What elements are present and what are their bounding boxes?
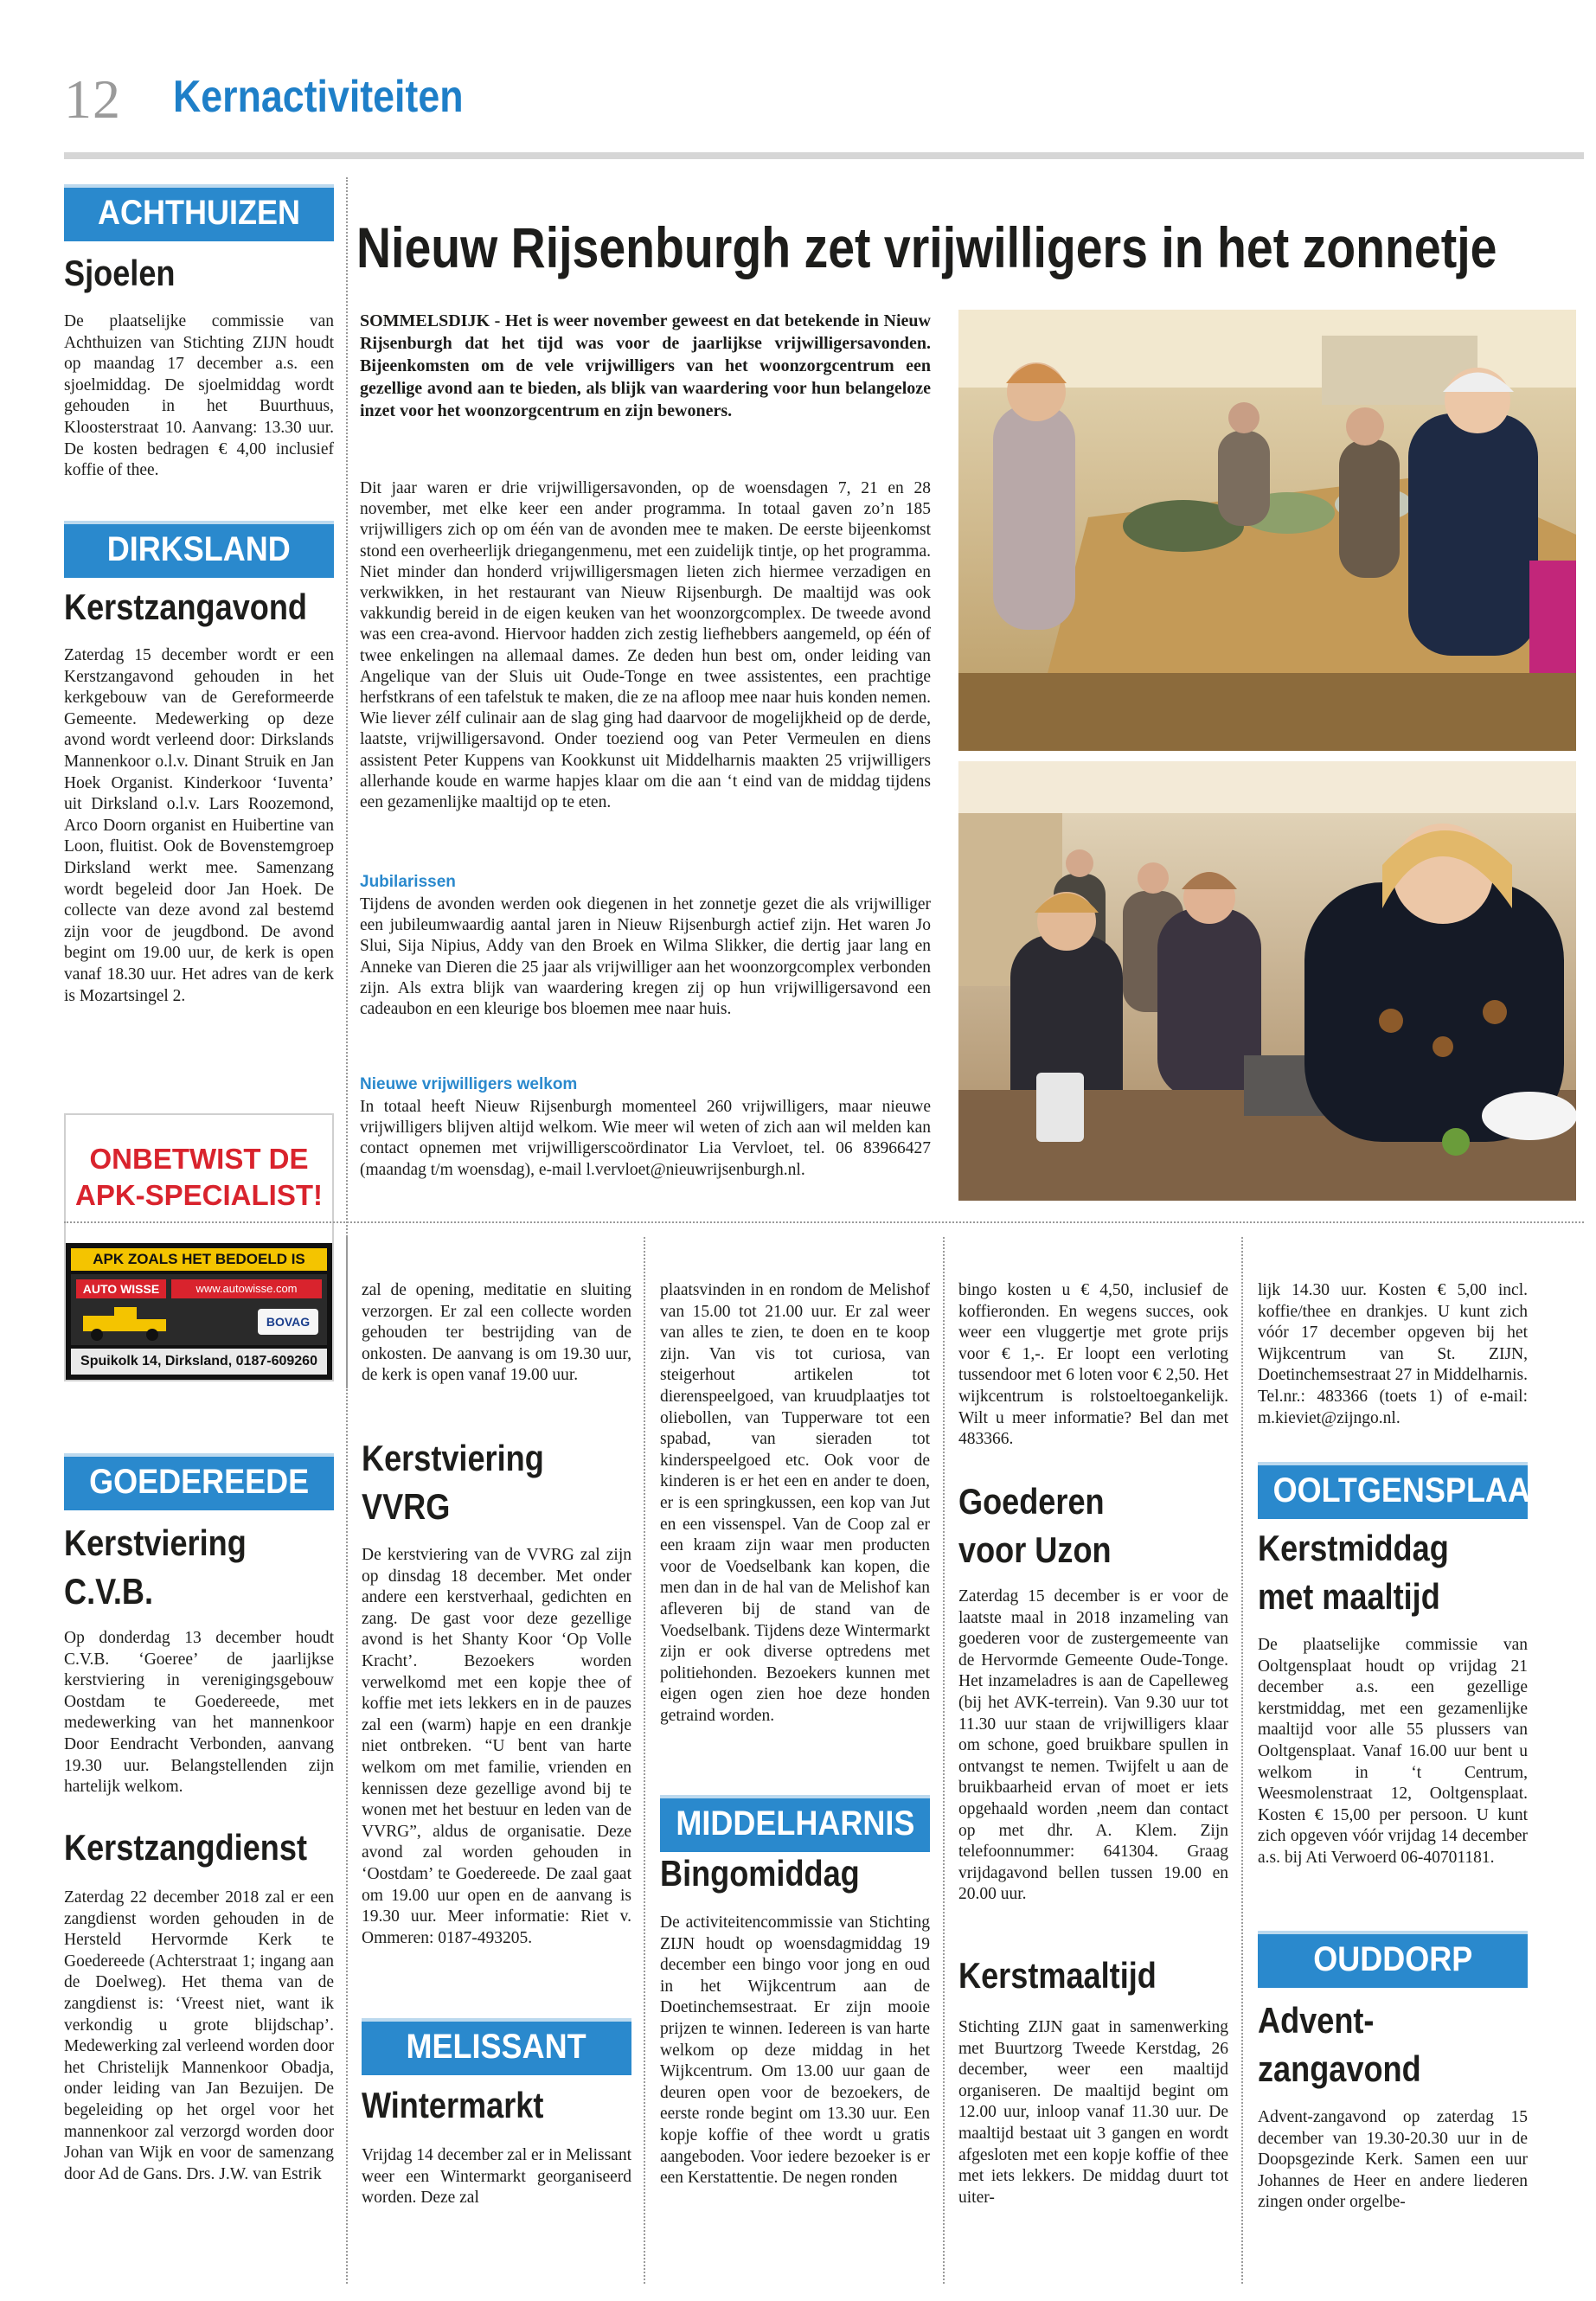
region-bar-ooltgensplaat: OOLTGENSPLAAT — [1258, 1462, 1528, 1519]
goedereede-title-1: Kerstviering C.V.B. — [64, 1522, 247, 1612]
feature-body-1: Dit jaar waren er drie vrijwilligersavonden, op de woensdagen 7, 21 en 28 november, met elke keer een ander programma. In totaal gaven zo’n 185 vrijwilligers zich op om één van de avonden mee te maken. De eerste bijeenkomst stond een overheerlijk driegangenmenu, met een zuidelijk tintje, op het programma. Niet minder dan honderd vrijwilligersmagen lieten zich hiermee verzadigen en verkwikken, in het restaurant van Nieuw Rijsenburgh. De maaltijd was ook vakkundig bereid in de eigen keuken van het woonzorgcomplex. De tweede avond was een crea-avond. Hiervoor hadden zich zestig liefhebbers aangemeld, op één of twee enkelingen na allemaal dames. Ze deden hun best om, onder leiding van Angelique van der Sluis uit Oude-Tonge en twee assistentes, een prachtige herfstkrans of een tafelstuk te maken, die ze na afloop mee naar huis konden nemen. Wie liever zélf culinair aan de slag ging had daarvoor de mogelijkheid op de derde, laatste, vrijwilligersavond. Onder toeziend oog van Peter Vermeulen en diens assistent Peter Kuppens van Kookkunst uit Middelharnis maakten 25 vrijwilligers allerhande koude en warme hapjes klaar om die aan ‘t eind van de middag tijdens een gezamenlijke maaltijd op te eten. — [360, 479, 931, 812]
melissant-body-continued: plaatsvinden in en rondom de Melishof van 15.00 tot 21.00 uur. Er zal weer van alles te zien, te doen en te koop zijn. Van vis tot curiosa, van steigerhout artikelen tot dierenspeelgoed, van kruudplaatjes tot oliebollen, van Tupperware tot een spabad, van sieraden tot kinderspeelgoed etc. Ook voor de kinderen is er het een en ander te doen, er is een springkussen, een kop van Jut en een vissenspel. Van de Coop zal er een kraam zijn waar men producten voor de Voedselbank kan kopen, die men dan in de hal van de Melishof kan afleveren bij de stand van de Voedselbank. Tijdens deze Wintermarkt zijn er ook diverse optredens met politiehonden. Bezoekers kunnen met eigen ogen zien hoe deze honden getraind worden. — [660, 1281, 930, 1725]
achthuizen-body: De plaatselijke commissie van Achthuizen van Stichting ZIJN houdt op maandag 17 december a.s. een sjoelmiddag. De sjoelmiddag wordt gehouden in het Buurthuus, Kloosterstraat 10. Aanvang: 13.30 uur. De kosten bedragen € 4,00 inclusief koffie of thee. — [64, 312, 334, 480]
region-bar-melissant: MELISSANT — [362, 2018, 631, 2075]
ad-url: www.autowisse.com — [171, 1279, 322, 1298]
column-rule — [943, 1237, 945, 2284]
region-bar-goedereede: GOEDEREEDE — [64, 1453, 334, 1510]
uzon-body: Zaterdag 15 december is er voor de laatste maal in 2018 inzameling van goederen voor de zustergemeente van de Hervormde Gemeente Oude-Tonge. Het inzameladres is aan de Capelleweg (bij het AVK-terrein). Van 9.30 uur tot 11.30 uur staan de vrijwilligers klaar om schone, goed bruikbare spullen in ontvangst te nemen. Twijfelt u aan de bruikbaarheid ervan of moet er iets opgehaald worden ,neem dan contact op met dhr. A. Klem. Zijn telefoonnummer: 641304. Graag vrijdagavond bellen tussen 19.00 en 20.00 uur. — [958, 1587, 1228, 1904]
feature-body-2: Tijdens de avonden werden ook diegenen in het zonnetje gezet die als vrijwilliger een jubileumwaardig aantal jaren in Nieuw Rijsenburgh actief zijn. Het waren Jo Slui, Sija Nipius, Addy van den Broek en Wilma Slikker, die dertig jaar lang en Anneke van Dieren die 25 jaar als vrijwilliger aan het woonzorgcomplex verbonden zijn. Als extra blijk van waardering kregen zij op hun vrijwilligersavond een cadeaubon en een kleurige bos bloemen mee naar huis. — [360, 895, 931, 1019]
photo-crea-avond — [958, 310, 1576, 751]
uzon-title: Goederen voor Uzon — [958, 1481, 1112, 1570]
region-bar-middelharnis: MIDDELHARNIS — [660, 1795, 930, 1852]
section-title: Kernactiviteiten — [173, 72, 464, 122]
feature-title: Nieuw Rijsenburgh zet vrijwilligers in het zonnetje — [356, 215, 1497, 279]
region-bar-achthuizen: ACHTHUIZEN — [64, 184, 334, 241]
ad-headline-2: APK-SPECIALIST! — [74, 1179, 323, 1211]
bingomiddag-body: De activiteitencommissie van Stichting ZIJN houdt op woensdagmiddag 19 december een bingo voor jong en oud in het Wijkcentrum aan de Doetinchemsestraat. Er zijn mooie prijzen te winnen. Iedereen is van harte welkom op deze middag in het Wijkcentrum. Om 13.00 uur gaan de deuren open voor de bezoekers, de eerste ronde begint om 13.30 uur. Een kopje koffie of thee wordt u gratis aangeboden. Voor iedere bezoeker is er een Kerstattentie. De negen ronden — [660, 1913, 930, 2188]
kerstmaaltijd-title: Kerstmaaltijd — [958, 1955, 1157, 1996]
achthuizen-title: Sjoelen — [64, 253, 176, 293]
region-bar-ouddorp: OUDDORP — [1258, 1931, 1528, 1988]
goedereede-title-2: Kerstzangdienst — [64, 1827, 307, 1868]
bingomiddag-body-continued: bingo kosten u € 4,50, inclusief de koffieronden. En wegens succes, ook weer een vluggertje met grote prijs voor € 1,-. Er loopt een verloting tussendoor met 6 loten voor € 2,50. Het wijkcentrum is rolstoeltoegankelijk. Wilt u meer informatie? Bel dan met 483366. — [958, 1281, 1228, 1449]
feature-subhead-jubilarissen: Jubilarissen — [360, 873, 456, 891]
photo-kookavond — [958, 761, 1576, 1201]
column-rule — [346, 177, 348, 1388]
goedereede-body-2: Zaterdag 22 december 2018 zal er een zangdienst worden gehouden in de Hersteld Hervormde Kerk te Goedereede (Achterstraat 1; ingang aan de Doelweg). Het thema van de zangdienst is: ‘Vreest niet, want ik verkondig u grote blijdschap’. Medewerking zal verleend worden door het Christelijk Mannenkoor Obadja, onder leiding van Jan Bezuijen. De begeleiding op het orgel voor het mannenkoor zal verzorgd worden door Johan van Wijk en voor de samenzang door Ad de Gans. Drs. J.W. van Estrik — [64, 1888, 334, 2183]
ad-photo-band — [66, 1243, 332, 1380]
ouddorp-title: Advent- zangavond — [1258, 2000, 1421, 2089]
ad-banner: APK ZOALS HET BEDOELD IS — [71, 1248, 327, 1271]
vvrg-body: De kerstviering van de VVRG zal zijn op dinsdag 18 december. Met onder andere een kerstverhaal, gedichten en zang. De gast voor deze gezellige avond is het Shanty Koor ‘Op Volle Kracht’. Bezoekers worden verwelkomd met een kopje thee of koffie met iets lekkers en in de pauzes zal een (warm) hapje en een drankje niet ontbreken. “U bent van harte welkom om met familie, vrienden en kennissen deze gezellige avond bij te wonen met het bestuur en leden van de VVRG”, aldus de organisatie. Deze avond zal worden gehouden in ‘Oostdam’ te Goedereede. De zaal gaat om 19.00 uur open en de aanvang is 19.30 uur. Meer informatie: Riet v. Ommeren: 0187-493205. — [362, 1546, 631, 1947]
ooltgensplaat-body: De plaatselijke commissie van Ooltgensplaat houdt op vrijdag 21 december a.s. een gezellige kerstmiddag, met een gezamenlijke maaltijd voor alle 55 plussers van Ooltgensplaat. Vanaf 16.00 uur bent u welkom in ‘t Centrum, Weesmolenstraat 12, Ooltgensplaat. Kosten € 15,00 per persoon. U kunt zich opgeven vóór vrijdag 14 december a.s. bij Ati Verwoerd 06-40701181. — [1258, 1636, 1528, 1867]
ooltgensplaat-title: Kerstmiddag met maaltijd — [1258, 1528, 1449, 1617]
dirksland-body: Zaterdag 15 december wordt er een Kerstzangavond gehouden in het kerkgebouw van de Gereformeerde Gemeente. Medewerking op deze avond wordt verleend door: Dirkslands Mannenkoor o.l.v. Dinant Struik en Jan Hoek Organist. Kinderkoor ‘Iuventa’ uit Dirksland o.l.v. Lars Roozemond, Arco Doorn organist en Huibertine van Loon, fluitist. Ook de Bovenstemgroep Dirksland werkt mee. Samenzang wordt begeleid door Jan Hoek. De collecte van deze avond zal bestemd zijn voor de jeugdbond. De avond begint om 19.00 uur, de kerk is open vanaf 18.30 uur. Het adres van de kerk is Mozartsingel 2. — [64, 646, 334, 1005]
ad-image — [71, 1274, 327, 1345]
vvrg-title: Kerstviering VVRG — [362, 1438, 544, 1527]
column-rule — [644, 1237, 645, 2284]
kerstmaaltijd-body: Stichting ZIJN gaat in samenwerking met Buurtzorg Tweede Kerstdag, 26 december, weer een maaltijd organiseren. De maaltijd begint om 12.00 uur, inloop vanaf 11.30 uur. De maaltijd bestaat uit 3 gangen en wordt afgesloten met een kopje koffie of thee met iets lekkers. De middag duurt tot uiter- — [958, 2018, 1228, 2207]
melissant-body: Vrijdag 14 december zal er in Melissant weer een Wintermarkt georganiseerd worden. Deze zal — [362, 2146, 631, 2208]
ouddorp-body: Advent-zangavond op zaterdag 15 december van 19.30-20.30 uur in de Doopsgezinde Kerk. Samen een uur Johannes de Heer en andere liederen zingen onder orgelbe- — [1258, 2108, 1528, 2212]
feature-subhead-nieuwe: Nieuwe vrijwilligers welkom — [360, 1075, 578, 1093]
melissant-title: Wintermarkt — [362, 2085, 544, 2125]
feature-lead: SOMMELSDIJK - Het is weer november geweest en dat betekende in Nieuw Rijsenburgh dat het tijd was voor de jaarlijkse vrijwilligersavonden. Bijeenkomsten om de vele vrijwilligers van het woonzorgcentrum een gezellige avond aan te bieden, als blijk van waardering voor hun belangeloze inzet voor het woonzorgcentrum en zijn bewoners. — [360, 311, 931, 420]
ad-headline-1: ONBETWIST DE — [89, 1143, 309, 1175]
feature-body-3: In totaal heeft Nieuw Rijsenburgh momenteel 260 vrijwilligers, maar nieuwe vrijwilligers blijven altijd welkom. Wie meer wil weten of zich aan wil melden kan contact opnemen met vrijwilligerscoördinator Lia Vervloet, tel. 06 83966427 (maandag t/m woensdag), e-mail l.vervloet@nieuwrijsenburgh.nl. — [360, 1098, 931, 1179]
bingomiddag-title: Bingomiddag — [660, 1853, 860, 1894]
ad-brand: AUTO WISSE — [76, 1279, 166, 1298]
kerstmaaltijd-body-continued: lijk 14.30 uur. Kosten € 5,00 incl. koffie/thee en drankjes. U kunt zich vóór 17 december opgeven bij het Wijkcentrum van St. ZIJN, Doetinchemsestraat 27 in Middelharnis. Tel.nr.: 483366 (toets 1) of e-mail: m.kieviet@zijngo.nl. — [1258, 1281, 1528, 1427]
page-number: 12 — [64, 68, 121, 130]
goedereede-body-continued: zal de opening, meditatie en sluiting verzorgen. Er zal een collecte worden gehouden ter bestrijding van de onkosten. De aanvang is om 19.30 uur, de kerk is open vanaf 19.00 uur. — [362, 1281, 631, 1385]
column-rule — [346, 1237, 348, 2284]
header-rule — [64, 152, 1584, 159]
section-rule — [64, 1221, 1584, 1223]
dirksland-title: Kerstzangavond — [64, 586, 307, 627]
ad-badge: BOVAG — [258, 1309, 318, 1335]
apk-advertisement — [64, 1113, 334, 1381]
tow-truck-icon — [80, 1304, 175, 1342]
column-rule — [1241, 1237, 1243, 2284]
region-bar-dirksland: DIRKSLAND — [64, 521, 334, 578]
goedereede-body-1: Op donderdag 13 december houdt C.V.B. ‘Goeree’ de jaarlijkse kerstviering in verenigingsgebouw Oostdam te Goedereede, met medewerking van het mannenkoor Door Eendracht Verbonden, aanvang 19.30 uur. Belangstellenden zijn hartelijk welkom. — [64, 1629, 334, 1797]
ad-address: Spuikolk 14, Dirksland, 0187-609260 — [71, 1349, 327, 1375]
